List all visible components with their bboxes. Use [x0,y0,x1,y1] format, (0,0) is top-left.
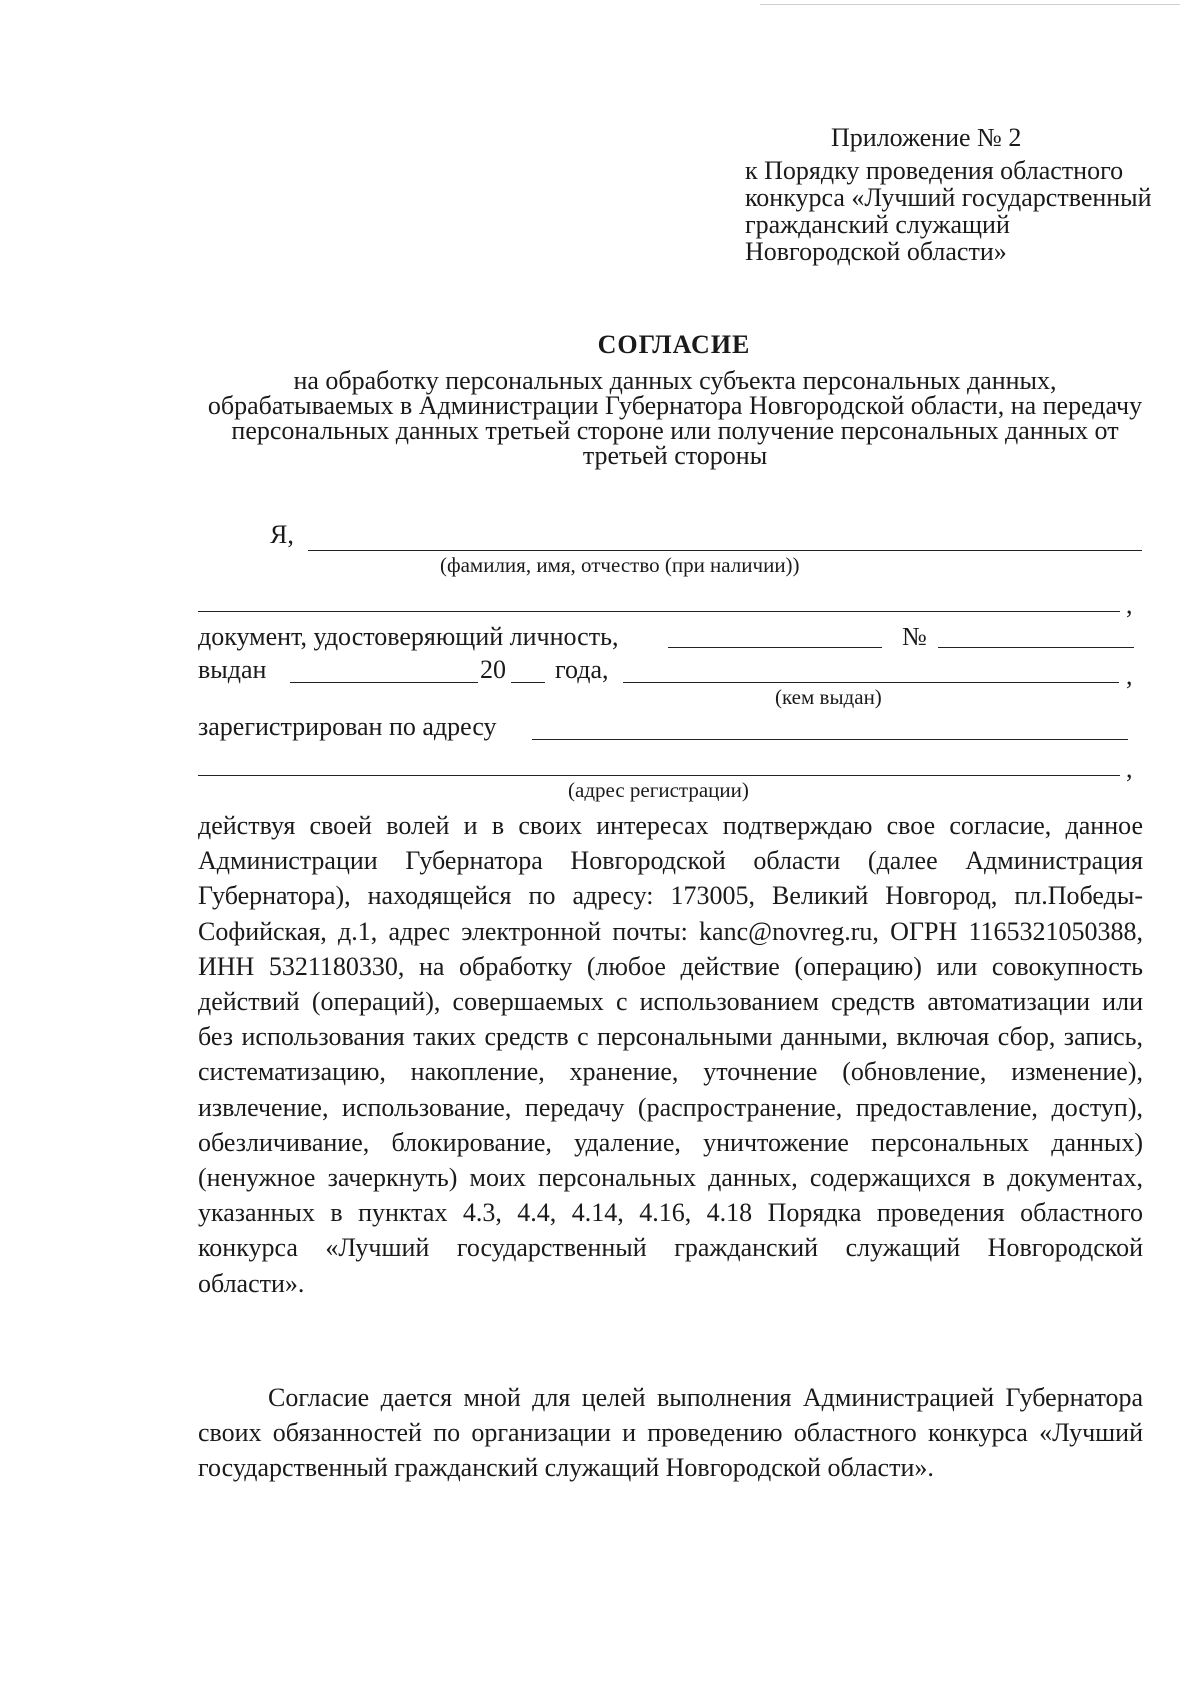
issued-by-caption: (кем выдан) [775,685,882,709]
fio-caption: (фамилия, имя, отчество (при наличии)) [440,553,800,577]
document-number-line[interactable] [938,647,1134,648]
address-caption: (адрес регистрации) [568,778,749,802]
address-line-1[interactable] [532,739,1128,740]
document-label: документ, удостоверяющий личность, [198,622,619,651]
document-title: СОГЛАСИЕ [597,330,751,359]
fio-continuation-line[interactable] [198,611,1120,612]
number-sign: № [902,622,927,651]
issued-label: выдан [198,655,267,684]
issued-by-line[interactable] [623,682,1119,683]
comma-1: , [1126,590,1133,619]
comma-3: , [1126,754,1133,783]
i-label: Я, [270,520,294,549]
consent-paragraph-2: Согласие дается мной для целей выполнения Администрацией Губернатора своих обязанностей по организации и проведению областного конкурса «Лучший государственный гражданский служащий Новгородской области». [198,1383,1143,1483]
year-suffix: года, [555,655,609,684]
annex-title: Приложение № 2 [831,123,1022,152]
annex-block [745,124,1165,265]
consent-paragraph-1: действуя своей волей и в своих интересах подтверждаю свое согласие, данное Администрации Губернатора Новгородской области (далее Администрация Губернатора), находящейся по адресу: 173005, Великий Новгород, пл.Победы-Софийская, д.1, адрес электронной почты: kanc@novreg.ru, ОГРН 1165321050388, ИНН 5321180330, на обработку (любое действие (операцию) или совокупность действий (операций), совершаемых с использованием средств автоматизации или без использования таких средств с персональными данными, включая сбор, запись, систематизацию, накопление, хранение, уточнение (обновление, изменение), извлечение, использование, передачу (распространение, предоставление, доступ), обезличивание, блокирование, удаление, уничтожение персональных данных) (ненужное зачеркнуть) моих персональных данных, содержащихся в документах, указанных в пунктах 4.3, 4.4, 4.14, 4.16, 4.18 Порядка проведения областного конкурса «Лучший государственный гражданский служащий Новгородской области». [198,811,1143,1298]
address-line-2[interactable] [198,775,1120,776]
comma-2: , [1126,661,1133,690]
document-type-line[interactable] [668,647,882,648]
year-prefix: 20 [480,655,506,684]
document-subtitle: на обработку персональных данных субъекта персональных данных, обрабатываемых в Администрации Губернатора Новгородской области, на передачу персональных данных третьей стороне или получение персональных данных от третьей стороны [207,366,1143,470]
issue-date-line[interactable] [290,682,478,683]
fio-field-line[interactable] [308,550,1142,551]
issue-year-line[interactable] [511,682,545,683]
scan-edge-line [760,4,1180,5]
annex-text: к Порядку проведения областного конкурса «Лучший государственный гражданский служащий Новгородской области» [745,156,1152,266]
registered-label: зарегистрирован по адресу [198,712,497,741]
